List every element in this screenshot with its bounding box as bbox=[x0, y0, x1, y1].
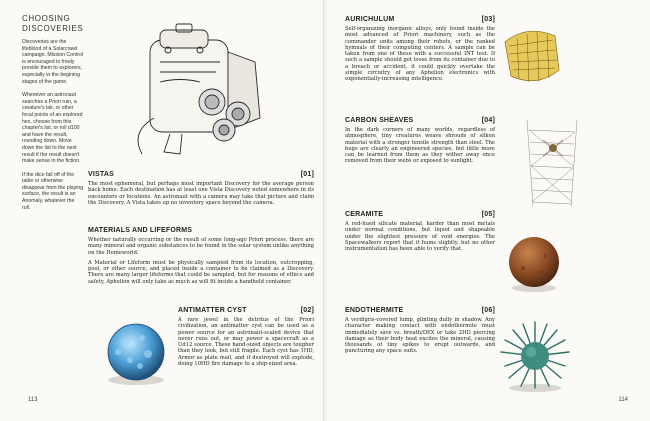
materials-text: A Material or Lifeform must be physically sampled from its location, outcropping, pool, or other source, and placed inside a container to be claimed as a Discovery. There are many larger lifeforms that could be sampled, but for reasons of ethics and safety, Aphelion will only take as much as will fit inside a handheld container. bbox=[88, 259, 314, 285]
page-number: 113 bbox=[28, 397, 38, 403]
sidebar-paragraph: If the dice fall off of the table or otherwise disappear from the playing surface, the result is an Anomaly, whatever the roll. bbox=[22, 171, 84, 211]
section-number: [01] bbox=[300, 171, 314, 178]
section-title: MATERIALS AND LIFEFORMS bbox=[88, 227, 193, 234]
section-number: [06] bbox=[481, 307, 495, 314]
section-title: CARBON SHEAVES bbox=[345, 117, 414, 124]
materials-text: Whether naturally occurring or the result of some long-ago Priori process, there are many mineral and organic substances to be found in the solar system unlike anything on the Homeworld. bbox=[88, 237, 314, 256]
camera-icon bbox=[120, 22, 300, 162]
endothermite-illustration bbox=[495, 316, 575, 396]
entry-endothermite bbox=[345, 307, 495, 359]
entry-aurichulum bbox=[345, 16, 495, 87]
entry-body bbox=[345, 221, 495, 252]
section-title: CERAMITE bbox=[345, 211, 384, 218]
left-page bbox=[0, 0, 324, 421]
cyst-icon bbox=[96, 316, 176, 388]
section-number: [04] bbox=[481, 117, 495, 124]
section-title: VISTAS bbox=[88, 171, 114, 178]
entry-body bbox=[345, 26, 495, 83]
endothermite-icon bbox=[495, 316, 575, 396]
entry-text: A verdigris-covered lump, glinting dully in shadow. Any character making contact with endothermite must immediately save vs. breath/DEX or take 2HD piercing damage as their body heat excites the mineral, causing thousands of tiny spikes to erupt outwards, and puncturing any space suits. bbox=[345, 317, 495, 355]
entry-title-row bbox=[345, 211, 495, 218]
entry-text: A red-hued silicate material, harder than most metals under normal conditions, but liquid and shapeable under the slightest pressure of void energies. The Spacewalkers report that it hums slightly, but no other instrumentation has been able to verify that. bbox=[345, 221, 495, 253]
carbon-sheaves-illustration bbox=[523, 120, 581, 206]
sidebar-paragraph: Discoveries are the lifeblood of a Solarcrawl campaign. Mission Control is encouraged to freely provide them to explorers, especially in the begining stages of the game. bbox=[22, 39, 84, 85]
sidebar-heading: CHOOSING DISCOVERIES bbox=[22, 14, 84, 33]
entry-body bbox=[345, 317, 495, 355]
antimatter-text: A rare jewel in the detritus of the Priori civilization, an antimatter cyst can be used as a power source for an astronaut-scaled device that never runs out, or may power a spacecraft as a Ud12 source. These hand-sized objects are tougher than they look, but still fragile. Each cyst has 1HD, Armor as plate mail, and if destroyed will explode, doing 10HD fire damage to a ship-sized area. bbox=[178, 317, 314, 368]
sidebar bbox=[22, 14, 84, 218]
antimatter-title-row bbox=[178, 307, 314, 314]
ceramite-illustration bbox=[503, 232, 565, 294]
entry-text: Self-organizing inorganic alloys, only found inside the most advanced of Priori machinery, such as the commander units among their robots, or the ranked hymnals of their computing centers. A sample can be taken from one of these with a successful INT test. If such a sample should get loose from its container due to a breach or accident, it could quickly overtake the simple circuitry of any Aphelion electronics with exponentially-increasing intelligence. bbox=[345, 26, 495, 83]
camera-illustration bbox=[120, 22, 300, 162]
antimatter-cyst-illustration bbox=[96, 316, 176, 388]
vistas-text: The most ephemeral, but perhaps most important Discovery for the average person back home. Each destination has at least one Vista Discovery noted somewhere in its encounters or locations. An astronaut with a camera may take that picture and claim the Discovery. A Vista takes up no inventory space beyond the camera. bbox=[88, 181, 314, 206]
vistas-body bbox=[88, 181, 314, 206]
entry-title-row bbox=[345, 307, 495, 314]
materials-body bbox=[88, 237, 314, 285]
materials-title-row bbox=[88, 227, 314, 234]
aurichulum-illustration bbox=[497, 22, 567, 92]
entry-body bbox=[345, 127, 495, 165]
antimatter-body bbox=[178, 317, 314, 367]
aurichulum-icon bbox=[497, 22, 567, 92]
sidebar-paragraph: Whenever an astronaut searches a Priori ruin, a creature's lair, or other focal points of an explored hex, choose from this chapter's list, or roll d100 and have the result, rounding down. Move down the list to the next result if the result doesn't make sense in the fiction. bbox=[22, 92, 83, 165]
entry-ceramite bbox=[345, 211, 495, 256]
section-title: ANTIMATTER CYST bbox=[178, 307, 247, 314]
entry-carbon-sheaves bbox=[345, 117, 495, 169]
antimatter-section bbox=[178, 307, 314, 371]
section-title: ENDOTHERMITE bbox=[345, 307, 404, 314]
vistas-title-row bbox=[88, 171, 314, 178]
page-number: 114 bbox=[618, 397, 628, 403]
entry-title-row bbox=[345, 117, 495, 124]
entry-text: In the dark corners of many worlds, regardless of atmosphere, tiny creatures weave shrouds of silken material with a stronger tensile strength than steel. The bugs are clearly an engineered species, but little more can be learned from them as they wither away once removed from their webs or exposed to sunlight. bbox=[345, 127, 495, 165]
ceramite-icon bbox=[503, 232, 565, 294]
section-number: [05] bbox=[481, 211, 495, 218]
section-title: AURICHULUM bbox=[345, 16, 395, 23]
entry-title-row bbox=[345, 16, 495, 23]
web-icon bbox=[523, 120, 581, 206]
section-number: [02] bbox=[300, 307, 314, 314]
section-number: [03] bbox=[481, 16, 495, 23]
right-page bbox=[327, 0, 650, 421]
